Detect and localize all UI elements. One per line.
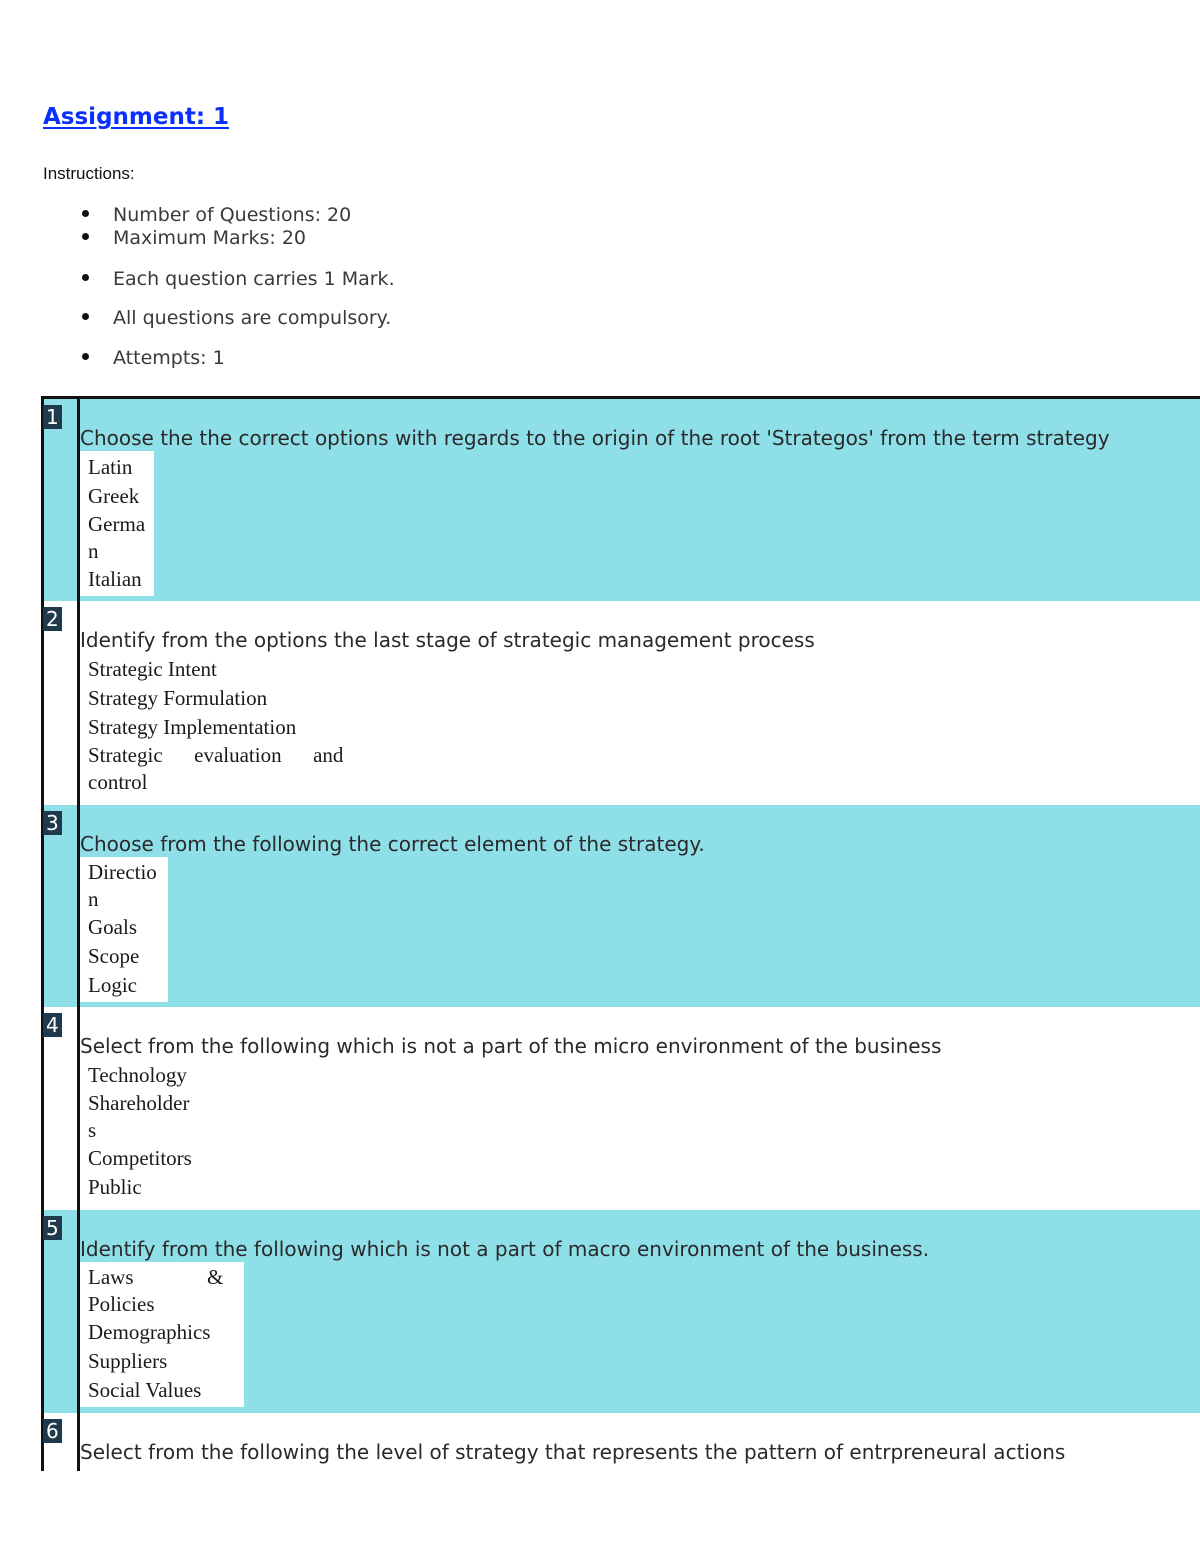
question-text: Select from the following which is not a part of the micro environment of the business	[80, 1034, 942, 1058]
question-number: 3	[43, 811, 62, 835]
instruction-item: All questions are compulsory.	[82, 307, 682, 329]
bullet-icon	[82, 313, 89, 320]
option[interactable]: Greek	[88, 484, 140, 508]
option[interactable]: Goals	[88, 915, 137, 939]
option[interactable]: Strategic evaluation and control	[88, 743, 344, 794]
option[interactable]: Italian	[88, 567, 142, 591]
bullet-icon	[82, 353, 89, 360]
instructions-label: Instructions:	[43, 164, 135, 183]
instruction-item: Maximum Marks: 20	[82, 227, 682, 249]
options-list	[80, 857, 168, 1002]
option[interactable]: Latin	[88, 455, 133, 479]
instruction-item: Each question carries 1 Mark.	[82, 268, 682, 290]
question-number: 6	[43, 1419, 62, 1443]
option[interactable]: Germa n	[88, 512, 146, 563]
option[interactable]: Demographics	[88, 1320, 211, 1344]
question-number: 4	[43, 1013, 62, 1037]
option[interactable]: Strategy Implementation	[88, 715, 297, 739]
questions-table	[41, 396, 1200, 1471]
option[interactable]: Laws & Policies	[88, 1265, 224, 1316]
options-list	[80, 1262, 244, 1407]
question-row	[41, 601, 1200, 805]
option[interactable]: Technology	[88, 1063, 187, 1087]
option[interactable]: Scope	[88, 944, 140, 968]
option[interactable]: Strategy Formulation	[88, 686, 268, 710]
instruction-item: Attempts: 1	[82, 347, 682, 369]
options-list	[80, 1059, 208, 1204]
question-number: 1	[43, 405, 62, 429]
option[interactable]: Suppliers	[88, 1349, 168, 1373]
bullet-icon	[82, 274, 89, 281]
question-row	[41, 1210, 1200, 1413]
question-row	[41, 1413, 1200, 1471]
question-text: Choose the the correct options with regards to the origin of the root 'Strategos' from the term strategy	[80, 426, 1110, 450]
options-list	[80, 653, 398, 798]
option[interactable]: Logic	[88, 973, 137, 997]
instruction-item: Number of Questions: 20	[82, 204, 682, 226]
question-text: Identify from the options the last stage of strategic management process	[80, 628, 815, 652]
question-text: Choose from the following the correct element of the strategy.	[80, 832, 705, 856]
assignment-title: Assignment: 1	[43, 104, 230, 130]
option[interactable]: Directio n	[88, 860, 157, 911]
options-list	[80, 451, 154, 596]
option[interactable]: Strategic Intent	[88, 657, 217, 681]
bullet-icon	[82, 210, 89, 217]
question-row	[41, 1007, 1200, 1210]
option[interactable]: Public	[88, 1175, 142, 1199]
question-number: 2	[43, 607, 62, 631]
bullet-icon	[82, 233, 89, 240]
option[interactable]: Social Values	[88, 1378, 202, 1402]
option[interactable]: Shareholder s	[88, 1091, 190, 1142]
question-text: Select from the following the level of strategy that represents the pattern of entrpreneural actions	[80, 1440, 1066, 1464]
question-text: Identify from the following which is not a part of macro environment of the business.	[80, 1237, 930, 1261]
question-number: 5	[43, 1216, 62, 1240]
question-row	[41, 805, 1200, 1007]
option[interactable]: Competitors	[88, 1146, 192, 1170]
question-row	[41, 399, 1200, 601]
